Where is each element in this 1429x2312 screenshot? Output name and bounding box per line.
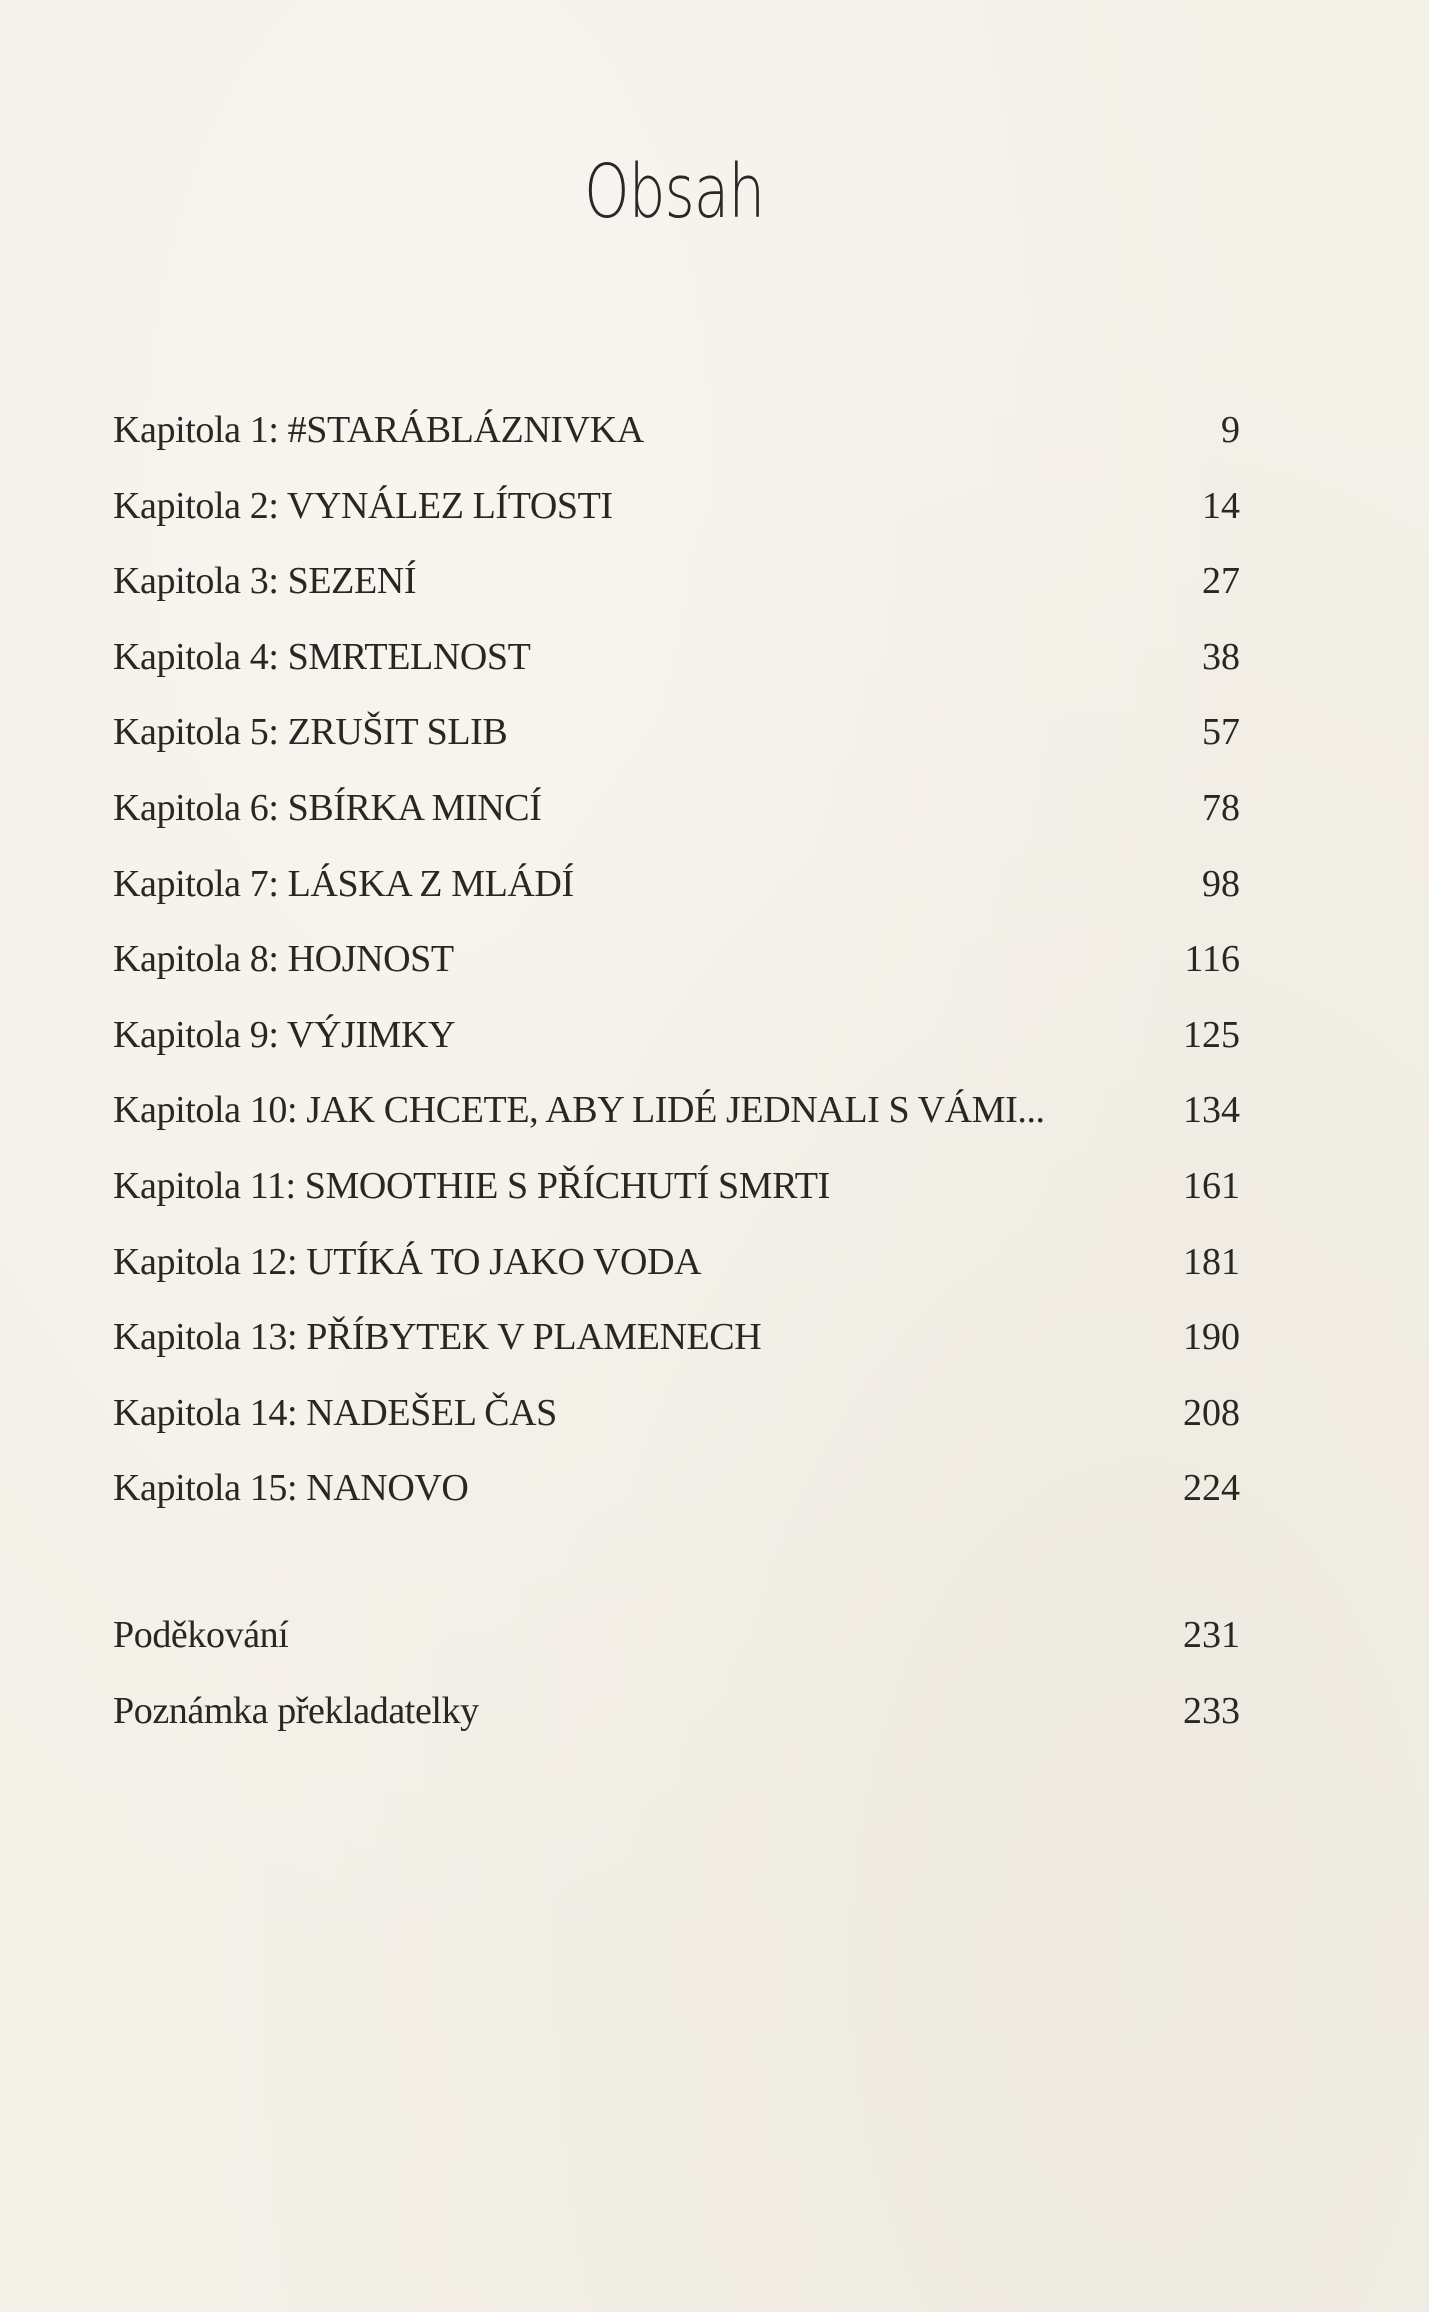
toc-entry <box>113 405 1240 481</box>
toc-entry <box>113 707 1240 783</box>
toc-entry-page: 78 <box>1202 786 1240 829</box>
toc-entry <box>113 1686 1240 1762</box>
back-matter-list <box>113 1610 1240 1761</box>
toc-entry-label: Kapitola 5: ZRUŠIT SLIB <box>113 711 508 754</box>
toc-entry <box>113 934 1240 1010</box>
toc-entry <box>113 1085 1240 1161</box>
toc-entry-page: 134 <box>1183 1089 1240 1132</box>
toc-entry-label: Kapitola 1: #STARÁBLÁZNIVKA <box>113 409 644 451</box>
toc-entry-label: Poznámka překladatelky <box>113 1689 479 1732</box>
toc-entry-page: 116 <box>1184 938 1240 981</box>
page-title: Obsah <box>584 149 765 235</box>
toc-entry-page: 125 <box>1183 1013 1240 1056</box>
toc-entry-page: 98 <box>1202 862 1240 905</box>
toc-entry-page: 161 <box>1183 1164 1240 1207</box>
toc-entry <box>113 481 1240 557</box>
toc-entry <box>113 632 1240 708</box>
toc-entry-label: Kapitola 10: JAK CHCETE, ABY LIDÉ JEDNALI S VÁMI... <box>113 1089 1045 1132</box>
toc-entry-label: Kapitola 7: LÁSKA Z MLÁDÍ <box>113 862 574 905</box>
toc-entry <box>113 1237 1240 1313</box>
toc-entry <box>113 1610 1240 1686</box>
toc-entry <box>113 783 1240 859</box>
toc-entry-page: 38 <box>1202 635 1240 678</box>
toc-entry <box>113 1161 1240 1237</box>
toc-entry-label: Kapitola 14: NADEŠEL ČAS <box>113 1391 557 1434</box>
toc-entry-label: Kapitola 13: PŘÍBYTEK V PLAMENECH <box>113 1316 762 1359</box>
toc-entry <box>113 1463 1240 1539</box>
toc-entry-page: 181 <box>1183 1240 1240 1283</box>
toc-entry-page: 233 <box>1183 1689 1240 1732</box>
toc-entry <box>113 859 1240 935</box>
toc-entry <box>113 556 1240 632</box>
toc-entry-page: 27 <box>1202 560 1240 603</box>
toc-entry-label: Kapitola 8: HOJNOST <box>113 938 454 981</box>
toc-entry-label: Kapitola 15: NANOVO <box>113 1467 469 1510</box>
toc-entry-page: 224 <box>1183 1467 1240 1510</box>
toc-entry-label: Kapitola 6: SBÍRKA MINCÍ <box>113 786 542 829</box>
toc-entry <box>113 1312 1240 1388</box>
toc-entry-page: 57 <box>1202 711 1240 754</box>
toc-entry-page: 208 <box>1183 1391 1240 1434</box>
toc-entry <box>113 1010 1240 1086</box>
toc-entry-label: Kapitola 12: UTÍKÁ TO JAKO VODA <box>113 1240 702 1283</box>
toc-entry-label: Kapitola 4: SMRTELNOST <box>113 635 531 678</box>
toc-entry-page: 9 <box>1221 409 1240 451</box>
chapter-list <box>113 405 1240 1539</box>
toc-entry-page: 231 <box>1183 1614 1240 1656</box>
toc-entry-page: 14 <box>1202 484 1240 527</box>
toc-entry <box>113 1388 1240 1464</box>
toc-entry-page: 190 <box>1183 1316 1240 1359</box>
toc-entry-label: Poděkování <box>113 1614 289 1656</box>
toc-entry-label: Kapitola 2: VYNÁLEZ LÍTOSTI <box>113 484 613 527</box>
toc-entry-label: Kapitola 11: SMOOTHIE S PŘÍCHUTÍ SMRTI <box>113 1164 830 1207</box>
toc-entry-label: Kapitola 9: VÝJIMKY <box>113 1013 456 1056</box>
toc-entry-label: Kapitola 3: SEZENÍ <box>113 560 417 603</box>
